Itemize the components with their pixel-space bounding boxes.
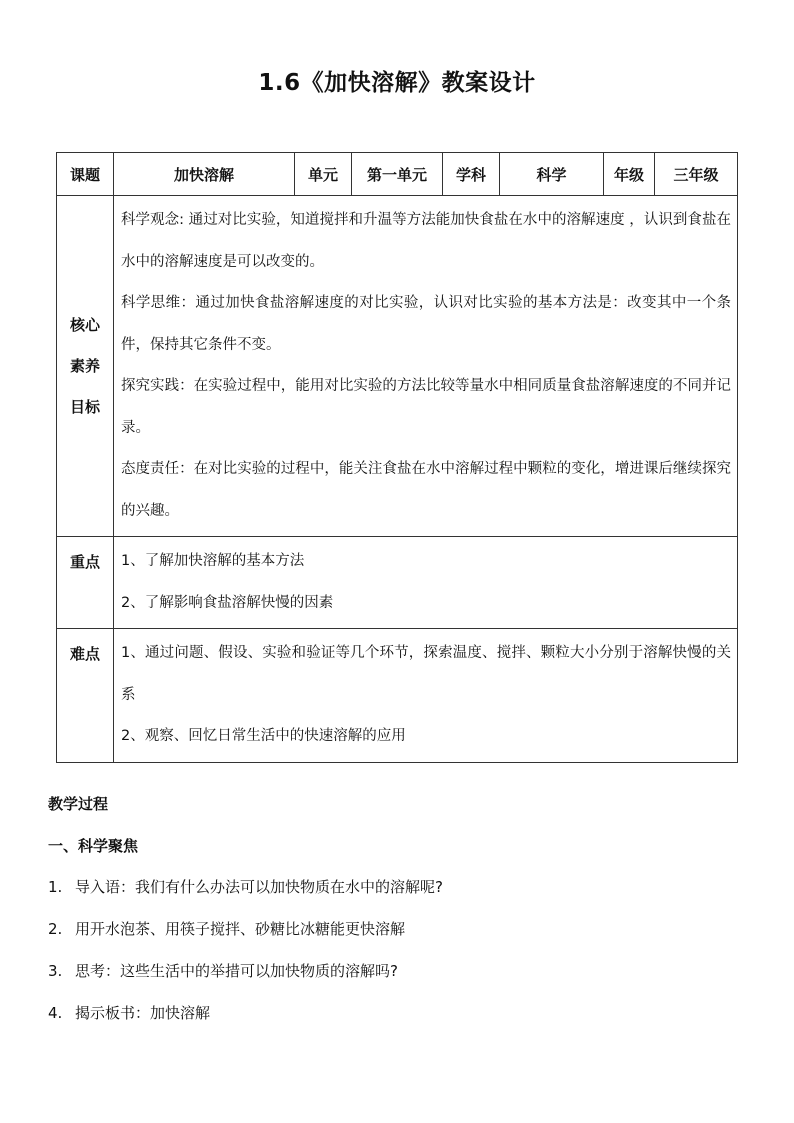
grade-value: 三年级 xyxy=(655,153,738,196)
step-number: 1. xyxy=(48,878,63,896)
key-point-item: 1、了解加快溶解的基本方法 xyxy=(121,553,305,569)
core-goals-label-line: 核心 xyxy=(69,315,100,334)
core-goals-label xyxy=(57,196,114,537)
step-text: 思考：这些生活中的举措可以加快物质的溶解吗? xyxy=(75,962,398,980)
difficulty-item: 2、观察、回忆日常生活中的快速溶解的应用 xyxy=(121,728,406,744)
subject-label: 学科 xyxy=(443,153,500,196)
core-goal-thinking: 科学思维：通过加快食盐溶解速度的对比实验，认识对比实验的基本方法是：改变其中一个条件，保持其它条件不变。 xyxy=(121,295,731,353)
unit-label: 单元 xyxy=(295,153,352,196)
core-goals-label-line: 目标 xyxy=(69,397,100,416)
step-number: 2. xyxy=(48,920,63,938)
core-goal-attitude: 态度责任：在对比实验的过程中，能关注食盐在水中溶解过程中颗粒的变化，增进课后继续探究的兴趣。 xyxy=(121,461,731,519)
topic-value: 加快溶解 xyxy=(114,153,295,196)
step-item xyxy=(48,1002,210,1023)
core-goal-practice: 探究实践：在实验过程中，能用对比实验的方法比较等量水中相同质量食盐溶解速度的不同并记录。 xyxy=(121,378,731,436)
difficulty-content xyxy=(114,629,738,763)
difficulty-item: 1、通过问题、假设、实验和验证等几个环节，探索温度、搅拌、颗粒大小分别于溶解快慢的关系 xyxy=(121,645,731,703)
step-item xyxy=(48,918,405,939)
step-item xyxy=(48,960,398,981)
step-item xyxy=(48,876,443,897)
key-points-row xyxy=(57,537,738,629)
core-goals-row xyxy=(57,196,738,537)
step-text: 用开水泡茶、用筷子搅拌、砂糖比冰糖能更快溶解 xyxy=(75,920,406,938)
table-header-row xyxy=(57,153,738,196)
topic-label: 课题 xyxy=(57,153,114,196)
step-text: 导入语：我们有什么办法可以加快物质在水中的溶解呢? xyxy=(75,878,443,896)
process-heading: 教学过程 xyxy=(48,795,109,813)
step-number: 4. xyxy=(48,1004,63,1022)
key-point-item: 2、了解影响食盐溶解快慢的因素 xyxy=(121,594,334,611)
step-text: 揭示板书：加快溶解 xyxy=(75,1004,211,1022)
core-goals-content xyxy=(114,196,738,537)
key-points-content xyxy=(114,537,738,629)
core-goals-label-line: 素养 xyxy=(69,356,100,375)
lesson-info-table xyxy=(56,152,738,763)
step-number: 3. xyxy=(48,962,63,980)
grade-label: 年级 xyxy=(604,153,655,196)
key-points-label: 重点 xyxy=(57,537,114,629)
difficulty-row xyxy=(57,629,738,763)
page-title: 1.6《加快溶解》教案设计 xyxy=(258,70,536,96)
difficulty-label: 难点 xyxy=(57,629,114,763)
core-goal-concept: 科学观念: 通过对比实验，知道搅拌和升温等方法能加快食盐在水中的溶解速度 ，认识到食盐在水中的溶解速度是可以改变的。 xyxy=(121,212,731,270)
subject-value: 科学 xyxy=(500,153,604,196)
unit-value: 第一单元 xyxy=(352,153,443,196)
section-science-focus: 一、科学聚焦 xyxy=(48,837,139,855)
